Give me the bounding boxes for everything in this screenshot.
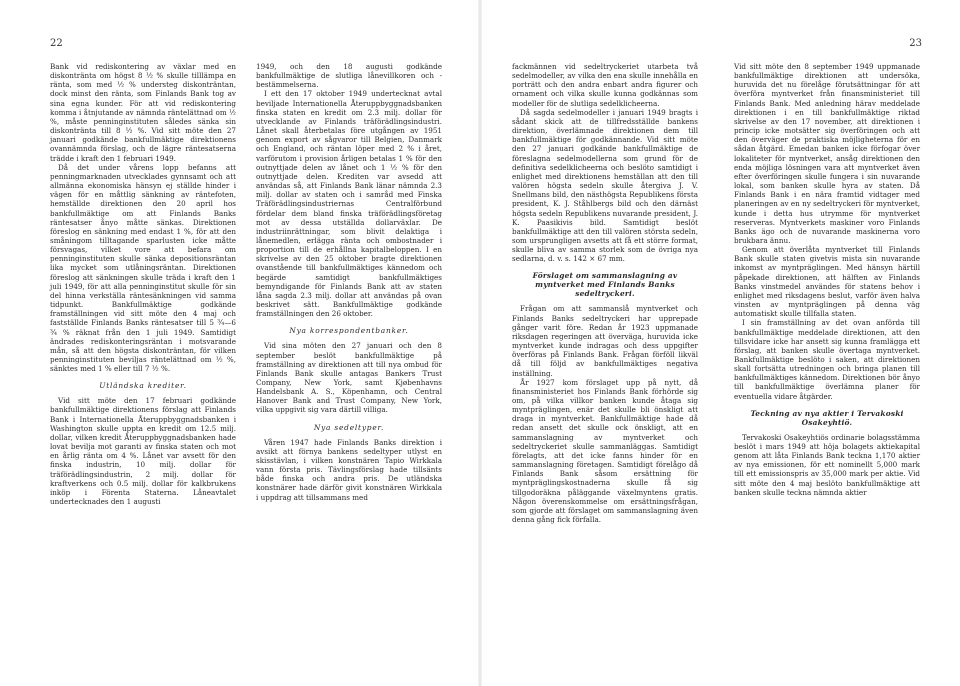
paragraph: Då det under vårens lopp befanns att penningmarknaden utvecklades gynnsamt och att allmänna ekonomiska hänsyn ej ställde hinder i vägen för en måttlig sänkning av räntefoten, hemställde direktionen den 20 april hos bankfullmäktige om att Finlands Banks räntesatser ånyo måtte sänkas. Direktionen föreslog en sänkning med endast 1 %, för att den småningom tilltagande sparlusten icke måtte försvagas, vilket vore att befara om penninginstituten skulle sänka depositionsräntan lika mycket som utlåningsräntan. Direktionen föreslog att sänkningen skulle träda i kraft den 1 juli 1949, för att alla penninginstitut skulle för sin del hinna verkställa räntesänkningen vid samma tidpunkt. Bankfullmäktige godkände framställningen vid sitt möte den 4 maj och fastställde Finlands Banks räntesatser till 5 ¾—6 ¾ % räknat från den 1 juli 1949. Samtidigt ändrades rediskonteringsräntan i motsvarande mån, så att den högsta diskonträntan, för vilken penninginstituten beviljas räntelättnad om ½ %, sänktes med 1 % eller till 7 ½ %. — [50, 162, 236, 374]
right-column-2 — [734, 62, 920, 497]
section-heading: Förslaget om sammanslagning av myntverket med Finlands Banks sedeltryckeri. — [532, 271, 678, 299]
page-number-right: 23 — [909, 38, 922, 49]
paragraph: År 1927 kom förslaget upp på nytt, då finansministeriet hos Finlands Bank förhörde sig om, på vilka villkor banken kunde åtaga sig myntpräglingen, enär det skulle bli önskligt att draga in myntverket. Bankfullmäktige hade då redan ansett det skulle ock önskligt, att en sammanslagning av myntverket och sedeltryckeriet skulle sammanläggas. Samtidigt förelagts, att det icke fanns hinder för en sammanslagning företagen. Samtidigt förelågo då Finlands Bank såsom ersättning för myntpräglingskostnaderna skulle få sig tillgodoräkna påläggande växelmyntens gratis. Någon överenskommelse om ersättningsfrågan, som gjorde att förslaget om sammanslagning även denna gång fick förfalla. — [512, 377, 698, 525]
paragraph: Vid sitt möte den 17 februari godkände bankfullmäktige direktionens förslag att Finlands Bank i Internationella Återuppbyggnadsbanken i Washington skulle uppta en kredit om 12.5 milj. dollar, vilken kredit Återuppbyggnadsbanken hade lovat bevilja mot garanti av finska staten och mot en årlig ränta om 4 %. Lånet var avsett för den finska industrin, 10 milj. dollar för träförädlingsindustrin, 2 milj. dollar för kraftverkens och 0.5 milj. dollar för kalkbrukens inköp i Förenta Staterna. Låneavtalet undertecknades den 1 augusti — [50, 396, 236, 507]
left-column-1 — [50, 62, 236, 506]
section-heading: Utländska krediter. — [99, 381, 187, 391]
paragraph: Då sagda sedelmodeller i januari 1949 bragts i sådant skick att de tillfredsställde bankens direktion, överlämnade direktionen dem till bankfullmäktige för godkännande. Vid sitt möte den 27 januari godkände bankfullmäktige de föreslagna sedelmodellerna som grund för de definitiva sedelklicheerna och beslöto samtidigt i enlighet med direktionens hemställan att den till valören högsta sedeln skulle återgiva J. V. Snellmans bild, den nästhögsta Republikens första president, K. J. Ståhlbergs bild och den därnäst högsta sedeln Republikens nuvarande president, J. K. Paasikivis bild. Samtidigt beslöt bankfullmäktige att den till valören största sedeln, som ursprungligen avsetts att få ett större format, skulle bliva av samma storlek som de övriga nya sedlarna, d. v. s. 142 × 67 mm. — [512, 107, 698, 264]
section-heading: Nya korrespondentbanker. — [289, 326, 409, 336]
paragraph: Vid sitt möte den 8 september 1949 uppmanade bankfullmäktige direktionen att undersöka, huruvida det nu förelåge förutsättningar för att överföra myntverket från finansministeriet till Finlands Bank. Med anledning härav meddelade direktionen i en till bankfullmäktige riktad skrivelse av den 17 november, att direktionen i princip icke motsätter sig överföringen och att den överväger de praktiska möjligheterna för en sådan åtgärd. Emedan banken icke förfogar över lokaliteter för myntverket, ansåg direktionen den enda möjliga lösningen vara att myntverket även efter överföringen skulle fungera i sin nuvarande lokal, som banken skulle hyra av staten. Då Finlands Bank i en nära framtid vidtager med planeringen av en ny sedeltryckeri för myntverket, kunde i detta hus utrymme för myntverket reserveras. Myntverkets maskiner voro Finlands Banks ägo och de nuvarande maskinerna voro brukbara ännu. — [734, 62, 920, 245]
paragraph: fackmännen vid sedeltryckeriet utarbeta två sedelmodeller, av vilka den ena skulle innehålla en porträtt och den andra enbart andra figurer och ornament och vilka skulle kunna godkännas som modeller för de slutliga sedelklicheerna. — [512, 62, 698, 108]
right-column-1 — [512, 62, 698, 524]
paragraph: Vid sina möten den 27 januari och den 8 september beslöt bankfullmäktige på framställning av direktionen att till nya ombud för Finlands Bank skulle antagas Bankers Trust Company, New York, samt Kjøbenhavns Handelsbank A. S., Köpenhamn, och Central Hanover Bank and Trust Company, New York, vilka uppgivit sig vara därtill villiga. — [256, 341, 442, 415]
paragraph: Bank vid rediskontering av växlar med en diskontränta om högst 8 ½ % skulle tilllämpa en ränta, som med ½ % understeg diskonträntan, dock minst den ränta, som Finlands Bank tog av sina egna kunder. För att vid rediskontering komma i åtnjutande av nämnda räntelättnad om ½ %, måste penninginstituten således sänka sin diskontränta till 8 ½ %. Vid sitt möte den 27 januari godkände bankfullmäktige direktionens ovannämnda förslag, och de lägre räntesatserna trädde i kraft den 1 februari 1949. — [50, 62, 236, 163]
paragraph: Frågan om att sammanslå myntverket och Finlands Banks sedeltryckeri har upprepade gånger varit före. Redan år 1923 uppmanade riksdagen regeringen att överväga, huruvida icke myntverket kunde indragas och dess uppgifter överföras på Finlands Bank. Frågan förföll likväl då till följd av bankfullmäktiges negativa inställning. — [512, 304, 698, 378]
section-heading: Nya sedeltyper. — [313, 422, 385, 432]
page-number-left: 22 — [50, 38, 63, 49]
paragraph: 1949, och den 18 augusti godkände bankfullmäktige de slutliga lånevillkoren och -bestämmelserna. — [256, 62, 442, 90]
paragraph: Genom att överlåta myntverket till Finlands Bank skulle staten givetvis mista sin nuvarande inkomst av myntpräglingen. Med hänsyn härtill påpekade direktionen, att hälften av Finlands Banks vinstmedel användes för statens behov i enlighet med riksdagens beslut, varför även halva vinsten av myntpräglingen på denna väg automatiskt skulle tillfalla staten. — [734, 245, 920, 319]
paragraph: I sin framställning av det ovan anförda till bankfullmäktige meddelade direktionen, att den tillsvidare icke har ansett sig kunna framlägga ett förslag, att banken skulle övertaga myntverket. Bankfullmäktige beslöto i saken, att direktionen skall fortsätta utredningen och bringa planen till bankfullmäktiges kännedom. Direktionen bör ånyo till bankfullmäktige överlämna planer för eventuella vidare åtgärder. — [734, 318, 920, 401]
left-column-2 — [256, 62, 442, 502]
paragraph: I ett den 17 oktober 1949 undertecknat avtal beviljade Internationella Återuppbyggnadsbanken finska staten en kredit om 2.3 milj. dollar för utvecklande av Finlands träförädlingsindustri. Lånet skall återbetalas före utgången av 1951 genom export av sågvaror till Belgien, Danmark och England, och räntan löper med 2 % i året, varförutom i provision årligen betalas 1 % för den outnyttjade delen av lånet och 1 ½ % för den outnyttjade delen. Krediten var avsedd att användas så, att Finlands Bank länar nämnda 2.3 milj. dollar av staten och i samråd med Finska Träförädlingsindustriernas Centralförbund fördelar dem bland finska träförädlingsföretag mot av dessa utställda dollarväxlar. De industriinrättningar, som blivit delaktiga i lånemedlen, erlägga ränta och ombostnader i proportion till de erhållna kapitalbeloppen. I en skrivelse av den 25 oktober bragte direktionen ovanstående till bankfullmäktiges kännedom och begärde samtidigt bankfullmäktiges bemyndigande för Finlands Bank att av staten låna sagda 2.3 milj. dollar att användas på ovan beskrivet sätt. Bankfullmäktige godkände framställningen den 26 oktober. — [256, 89, 442, 319]
section-heading: Teckning av nya aktier i Tervakoski Osakeyhtiö. — [750, 408, 904, 427]
right-page — [480, 0, 960, 686]
paragraph: Tervakoski Osakeyhtiös ordinarie bolagsstämma beslöt i mars 1949 att höja bolagets aktiekapital genom att låta Finlands Bank teckna 1,170 aktier av nya emissionen, för ett nominellt 5,000 mark till ett emissionspris av 35,000 mark per aktie. Vid sitt möte den 4 maj beslöto bankfullmäktige att banken skulle teckna nämnda aktier — [734, 432, 920, 497]
paragraph: Våren 1947 hade Finlands Banks direktion i avsikt att förnya bankens sedeltyper utlyst en skisstävlan, i vilken konstnären Tapio Wirkkala vann första pris. Tävlingsförslag hade tillsänts både finska och andra pris. De utländska konstnärer hade därför givit konstnären Wirkkala i uppdrag att tillsammans med — [256, 437, 442, 502]
